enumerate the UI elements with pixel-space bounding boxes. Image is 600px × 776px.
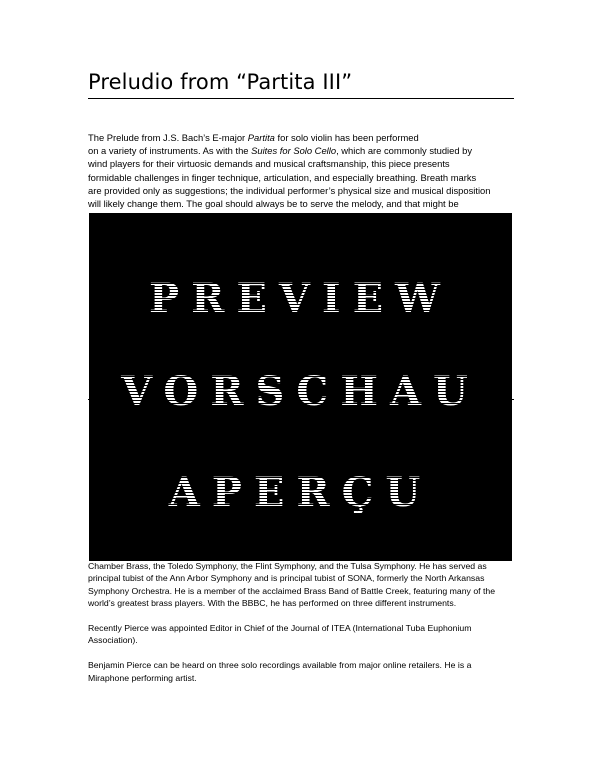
- intro-line: The Prelude from J.S. Bach’s E-major Partita for solo violin has been performed: [88, 132, 419, 143]
- watermark-text-preview: PREVIEW: [89, 275, 512, 322]
- intro-line: wind players for their virtuosic demands and musical craftsmanship, this piece presents: [88, 158, 450, 170]
- intro-line: on a variety of instruments. As with the Suites for Solo Cello, which are commonly studied by: [88, 145, 473, 157]
- section-divider: [512, 399, 514, 400]
- intro-line: formidable challenges in finger technique, articulation, and especially breathing. Breath marks: [88, 171, 477, 183]
- biography-section: [88, 560, 518, 696]
- bio-paragraph: Chamber Brass, the Toledo Symphony, the Flint Symphony, and the Tulsa Symphony. He has served as principal tubist of the Ann Arbor Symphony and is principal tubist of SONA, formerly the North Arkansas Symphony Orchestra. He is a member of the acclaimed Brass Band of Battle Creek, featuring many of the world’s greatest brass players. With the BBBC, he has performed on three different instruments.: [88, 561, 496, 609]
- watermark-text-apercu: APERÇU: [89, 469, 512, 516]
- intro-line: will likely change them. The goal should always be to serve the melody, and that might be: [88, 198, 459, 210]
- intro-line: are provided only as suggestions; the individual performer’s physical size and musical disposition: [88, 184, 491, 196]
- bio-paragraph: Recently Pierce was appointed Editor in Chief of the Journal of ITEA (International Tuba Euphonium Association).: [88, 623, 472, 646]
- page-title: Preludio from “Partita III”: [88, 70, 514, 99]
- watermark-text-vorschau: VORSCHAU: [89, 368, 512, 415]
- bio-paragraph: Benjamin Pierce can be heard on three solo recordings available from major online retailers. He is a Miraphone performing artist.: [88, 660, 472, 683]
- preview-watermark-overlay: [89, 213, 512, 561]
- intro-paragraph: [88, 131, 518, 210]
